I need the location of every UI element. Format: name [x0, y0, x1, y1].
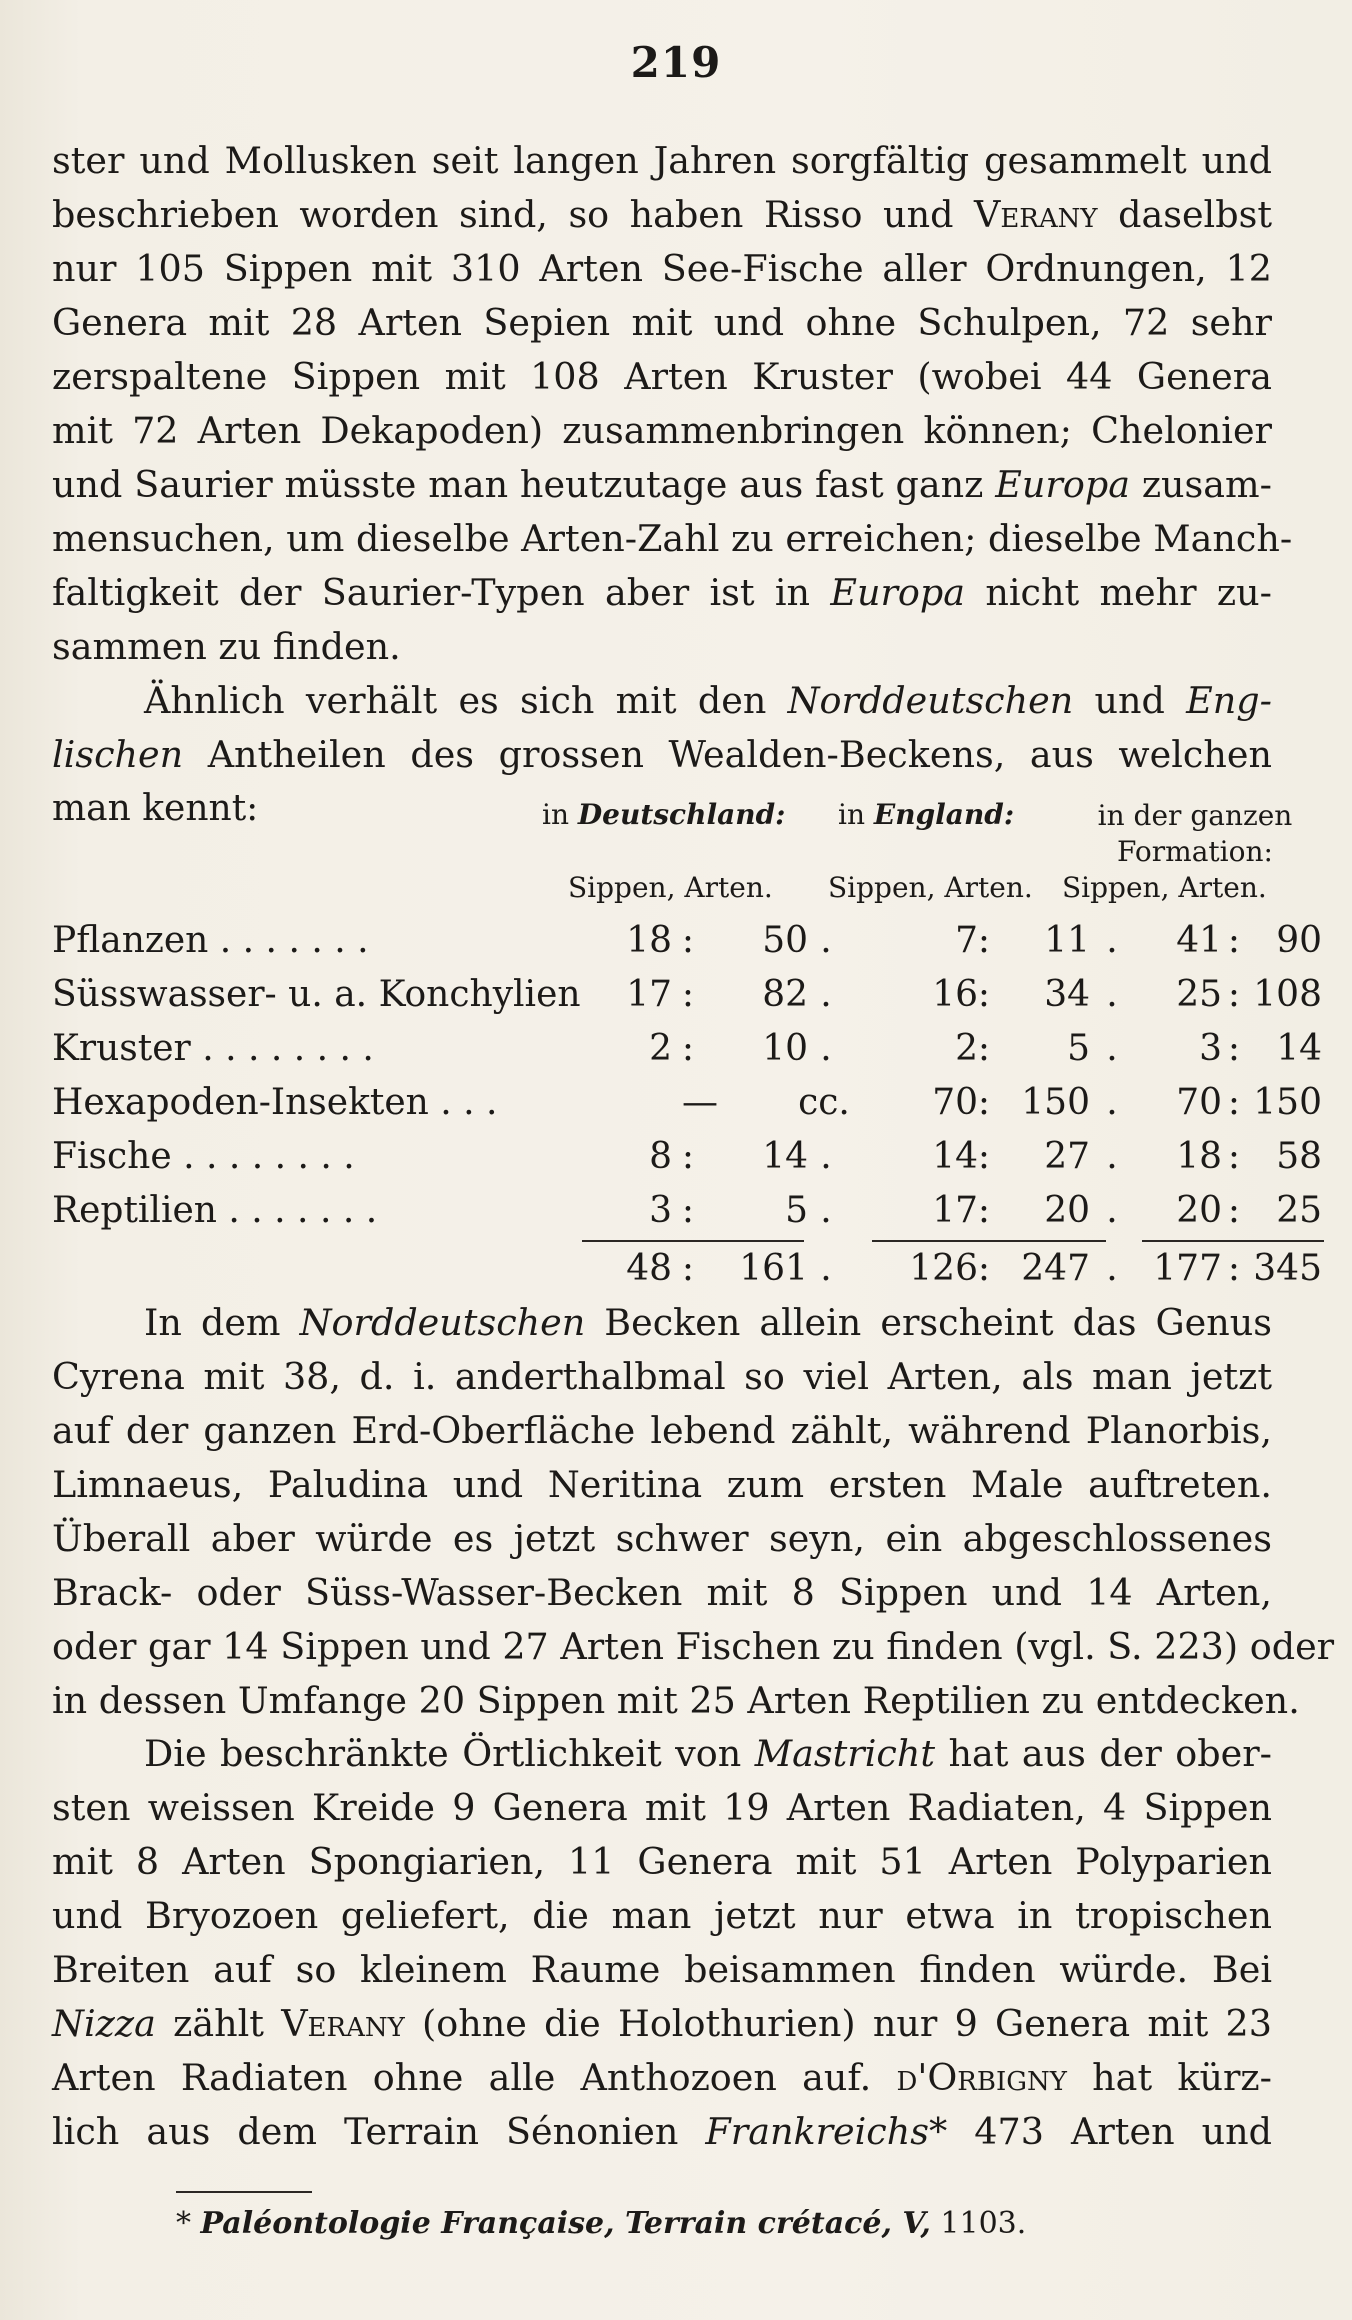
text-line: Limnaeus, Paludina und Neritina zum ersten Male auftreten. — [52, 1463, 1272, 1506]
text-line: lich aus dem Terrain Sénonien Frankreichs* 473 Arten und — [52, 2110, 1272, 2153]
text-line: faltigkeit der Saurier-Typen aber ist in Europa nicht mehr zu- — [52, 571, 1272, 614]
subheader-en: Sippen, Arten. — [828, 871, 1033, 904]
text-line: mensuchen, um dieselbe Arten-Zahl zu erreichen; dieselbe Manch- — [52, 517, 1293, 560]
subheader-all: Sippen, Arten. — [1062, 871, 1267, 904]
text-line: zerspaltene Sippen mit 108 Arten Kruster (wobei 44 Genera — [52, 355, 1272, 398]
text-line: Brack- oder Süss-Wasser-Becken mit 8 Sippen und 14 Arten, — [52, 1571, 1272, 1614]
text-line: mit 72 Arten Dekapoden) zusammenbringen können; Chelonier — [52, 409, 1272, 452]
table-row: Süsswasser- u. a. Konchylien 17 : 82 . 16 : 34 . 25 : 108 — [52, 974, 1322, 1015]
header-deutschland: in Deutschland: — [542, 798, 786, 831]
text-line: Arten Radiaten ohne alle Anthozoen auf. d'Orbigny hat kürz- — [52, 2056, 1272, 2099]
footnote: * Paléontologie Française, Terrain crétacé, V, 1103. — [176, 2206, 1027, 2241]
text-line: Cyrena mit 38, d. i. anderthalbmal so viel Arten, als man jetzt — [52, 1355, 1272, 1398]
text-line: Genera mit 28 Arten Sepien mit und ohne Schulpen, 72 sehr — [52, 301, 1272, 344]
text-line: nur 105 Sippen mit 310 Arten See-Fische aller Ordnungen, 12 — [52, 247, 1272, 290]
table-row: Hexapoden-Insekten . . . — cc. 70 : 150 . 70 : 150 — [52, 1082, 1322, 1123]
text-line: ster und Mollusken seit langen Jahren sorgfältig gesammelt und — [52, 139, 1272, 182]
text-line: lischen Antheilen des grossen Wealden-Beckens, aus welchen — [52, 733, 1272, 776]
text-line: Nizza zählt Verany (ohne die Holothurien) nur 9 Genera mit 23 — [52, 2002, 1272, 2045]
footnote-rule — [176, 2191, 312, 2193]
subheader-de: Sippen, Arten. — [568, 871, 773, 904]
text-line: auf der ganzen Erd-Oberfläche lebend zählt, während Planorbis, — [52, 1409, 1272, 1452]
text-line: sten weissen Kreide 9 Genera mit 19 Arten Radiaten, 4 Sippen — [52, 1786, 1272, 1829]
table-row: Pflanzen . . . . . . . 18 : 50 . 7 : 11 . 41 : 90 — [52, 920, 1322, 961]
text-line: mit 8 Arten Spongiarien, 11 Genera mit 51 Arten Polyparien — [52, 1840, 1272, 1883]
text-line: Die beschränkte Örtlichkeit von Mastricht hat aus der ober- — [144, 1732, 1272, 1775]
header-england: in England: — [838, 798, 1015, 831]
table-row: Kruster . . . . . . . . 2 : 10 . 2 : 5 . 3 : 14 — [52, 1028, 1322, 1069]
text-line: oder gar 14 Sippen und 27 Arten Fischen zu finden (vgl. S. 223) oder — [52, 1625, 1335, 1668]
text-line: in dessen Umfange 20 Sippen mit 25 Arten Reptilien zu entdecken. — [52, 1679, 1300, 1722]
totals-row: 48 : 161 . 126 : 247 . 177 : 345 — [626, 1248, 1322, 1289]
paragraph-1 — [52, 134, 1293, 782]
page-number: 219 — [630, 38, 722, 87]
text-line: Breiten auf so kleinem Raume beisammen finden würde. Bei — [52, 1948, 1272, 1991]
text-line: Überall aber würde es jetzt schwer seyn, ein abgeschlossenes — [52, 1517, 1272, 1560]
table-intro: man kennt: — [52, 788, 259, 829]
text-line: Ähnlich verhält es sich mit den Norddeutschen und Eng- — [144, 679, 1272, 722]
paragraph-2 — [52, 1296, 1335, 1728]
table-row: Fische . . . . . . . . 8 : 14 . 14 : 27 . 18 : 58 — [52, 1136, 1322, 1177]
text-line: und Saurier müsste man heutzutage aus fast ganz Europa zusam- — [52, 463, 1272, 506]
text-line: beschrieben worden sind, so haben Risso und Verany daselbst — [52, 193, 1272, 236]
text-line: und Bryozoen geliefert, die man jetzt nur etwa in tropischen — [52, 1894, 1272, 1937]
text-line: In dem Norddeutschen Becken allein erscheint das Genus — [144, 1301, 1272, 1344]
text-line: sammen zu finden. — [52, 625, 401, 668]
table-row: Reptilien . . . . . . . 3 : 5 . 17 : 20 . 20 : 25 — [52, 1190, 1322, 1231]
paragraph-3 — [52, 1727, 1272, 2159]
header-formation: in der ganzen Formation: — [1097, 799, 1293, 868]
